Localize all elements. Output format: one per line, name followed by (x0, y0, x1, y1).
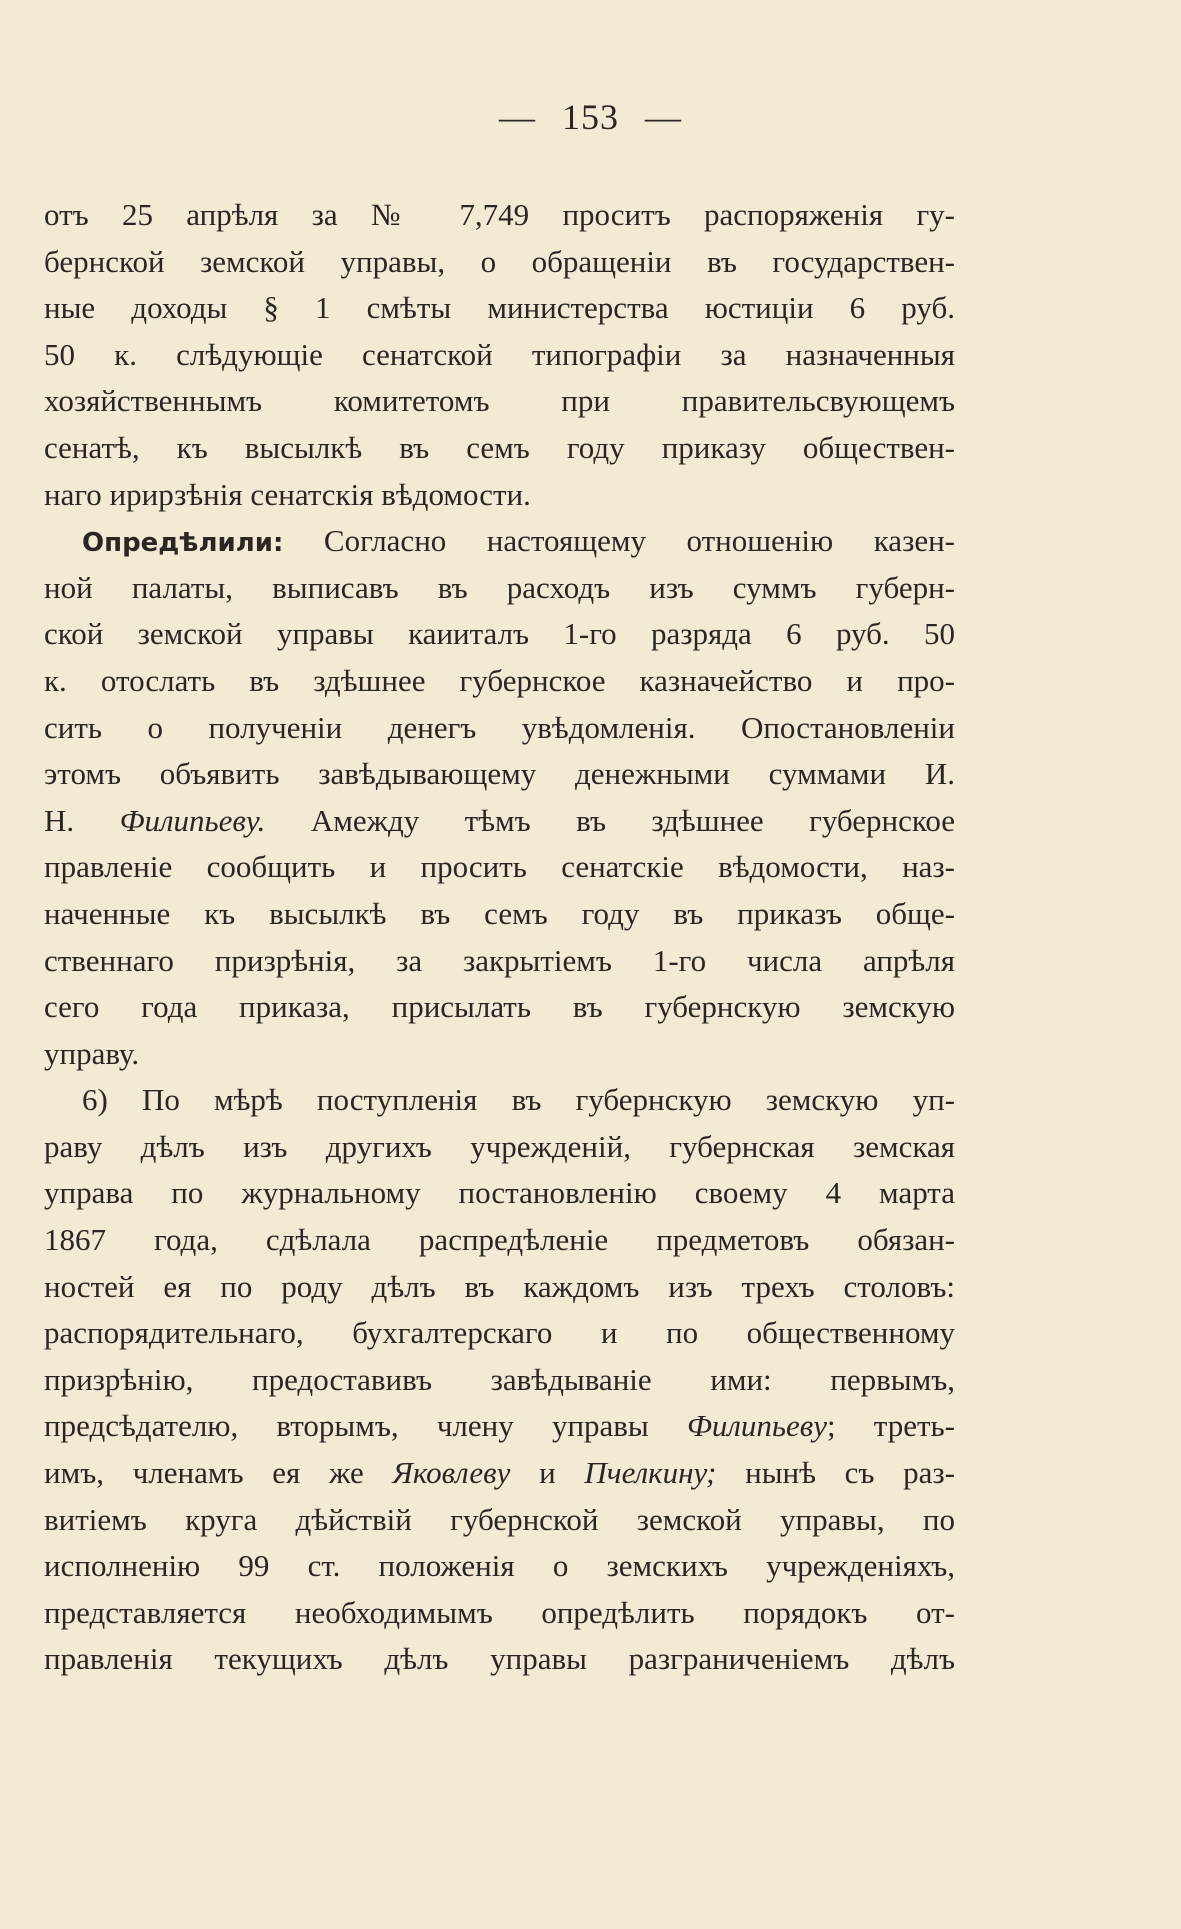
text-line: к. отослать въ здѣшнее губернское казначейство и про- (44, 662, 955, 698)
text-line: наго ирирзѣнія сенатскія вѣдомости. (44, 476, 531, 512)
text-line: призрѣнію, предоставивъ завѣдываніе ими: первымъ, (44, 1361, 955, 1397)
text-line: этомъ объявить завѣдывающему денежными суммами И. (44, 756, 955, 792)
page-number-value: 153 (562, 97, 619, 137)
text-segment: нынѣ съ раз- (745, 1455, 956, 1491)
page-number-dash-left: — (499, 97, 536, 137)
person-name: Яковлеву (392, 1455, 511, 1491)
text-line: раву дѣлъ изъ другихъ учрежденій, губернская земская (44, 1128, 955, 1164)
text-line: 6) По мѣрѣ поступленія въ губернскую земскую уп- (82, 1082, 955, 1118)
text-line: управу. (44, 1035, 140, 1071)
text-segment: Н. (44, 802, 75, 838)
text-line: правленія текущихъ дѣлъ управы разграниченіемъ дѣлъ (44, 1641, 955, 1677)
person-name: Пчелкину; (584, 1455, 717, 1491)
text-line (44, 798, 955, 845)
text-segment: ; треть- (827, 1408, 955, 1444)
text-segment: Согласно настоящему отношенію казен- (323, 523, 955, 559)
text-line: бернской земской управы, о обращеніи въ государствен- (44, 243, 955, 279)
text-line: 50 к. слѣдующіе сенатской типографіи за назначенныя (44, 336, 955, 372)
text-line: управа по журнальному постановленію своему 4 марта (44, 1175, 955, 1211)
text-line (44, 1450, 955, 1497)
body-text (44, 192, 955, 1683)
text-line: исполненію 99 ст. положенія о земскихъ учрежденіяхъ, (44, 1548, 955, 1584)
resolution-label: Опредѣлили: (82, 528, 284, 559)
person-name: Филипьеву. (119, 802, 266, 838)
text-line: ные доходы § 1 смѣты министерства юстиціи 6 руб. (44, 290, 955, 326)
page-number-dash-right: — (645, 97, 682, 137)
text-line: витіемъ круга дѣйствій губернской земской управы, по (44, 1501, 955, 1537)
text-line: ной палаты, выписавъ въ расходъ изъ суммъ губерн- (44, 569, 955, 605)
text-line: сить о полученіи денегъ увѣдомленія. Опостановленіи (44, 709, 955, 745)
text-segment: и (539, 1455, 556, 1491)
text-line: отъ 25 апрѣля за № 7,749 проситъ распоряженія гу- (44, 197, 955, 232)
text-line: сенатѣ, къ высылкѣ въ семъ году приказу обществен- (44, 429, 955, 465)
text-segment: Амежду тѣмъ въ здѣшнее губернское (310, 802, 956, 838)
text-line: сего года приказа, присылать въ губернскую земскую (44, 989, 955, 1025)
text-line: представляется необходимымъ опредѣлить порядокъ от- (44, 1594, 955, 1630)
text-segment: имъ, членамъ ея же (44, 1455, 364, 1491)
text-line: распорядительнаго, бухгалтерскаго и по общественному (44, 1315, 955, 1351)
text-segment: предсѣдателю, вторымъ, члену управы (44, 1408, 649, 1444)
text-line: правленіе сообщить и просить сенатскіе вѣдомости, наз- (44, 849, 955, 885)
text-line: ственнаго призрѣнія, за закрытіемъ 1-го числа апрѣля (44, 942, 955, 978)
text-line: наченные къ высылкѣ въ семъ году въ приказъ обще- (44, 895, 955, 931)
text-line: ностей ея по роду дѣлъ въ каждомъ изъ трехъ столовъ: (44, 1268, 955, 1304)
person-name: Филипьеву (686, 1408, 827, 1444)
text-line (44, 1403, 955, 1450)
text-line: 1867 года, сдѣлала распредѣленіе предметовъ обязан- (44, 1222, 955, 1258)
text-line: ской земской управы каииталъ 1-го разряда 6 руб. 50 (44, 616, 955, 652)
text-line: хозяйственнымъ комитетомъ при правительсвующемъ (44, 383, 955, 419)
page-number (0, 96, 1181, 138)
text-line (44, 518, 955, 565)
